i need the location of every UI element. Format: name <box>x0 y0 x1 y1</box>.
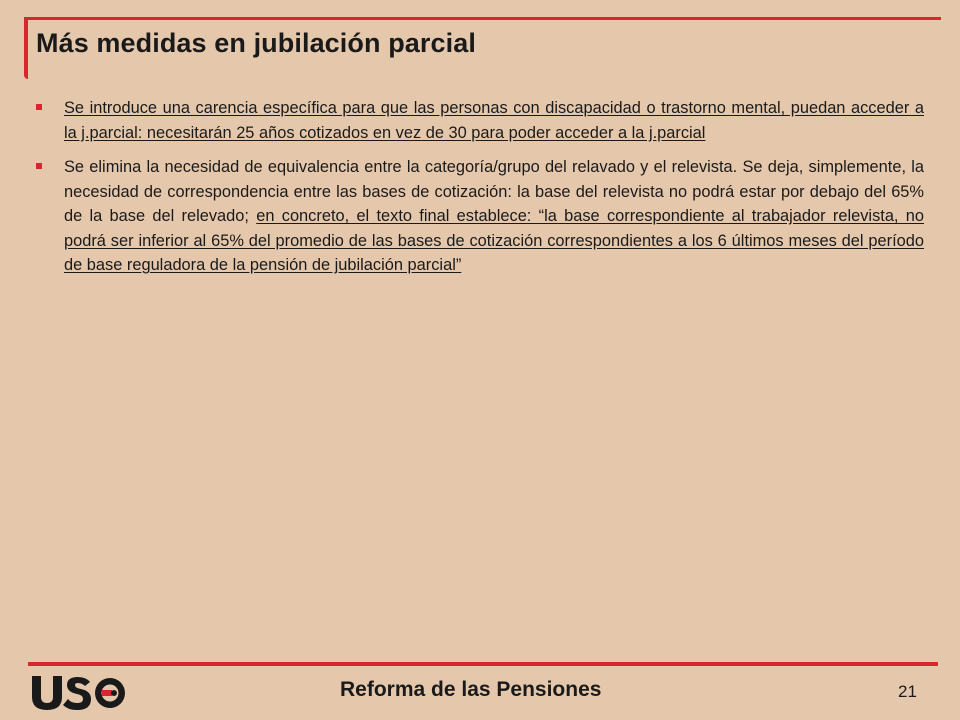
footer-accent-bar <box>28 662 938 666</box>
bullet-2-quote: en concreto, el texto final establece: “la base correspondiente al trabajador relevista, no podrá ser inferior al 65% del promedio de las bases de cotización correspondientes a los 6 últimos meses del período de base reguladora de la pensión de jubilación parcial” <box>64 207 924 274</box>
page-number: 21 <box>898 682 917 701</box>
square-bullet-icon <box>36 104 42 110</box>
uso-logo-icon <box>28 672 128 712</box>
bullet-item-2 <box>36 155 924 278</box>
footer-title: Reforma de las Pensiones <box>340 678 602 701</box>
slide-title: Más medidas en jubilación parcial <box>36 28 476 58</box>
bullet-1-text: Se introduce una carencia específica para que las personas con discapacidad o trastorno mental, puedan acceder a la j.parcial: necesitarán 25 años cotizados en vez de 30 para poder acceder a la j.parcial <box>64 99 924 142</box>
square-bullet-icon <box>36 163 42 169</box>
title-accent-bracket <box>24 17 28 79</box>
bullet-list <box>36 96 924 288</box>
bullet-2-text: Se elimina la necesidad de equivalencia entre la categoría/grupo del relavado y el relevista. Se deja, simplemente, la necesidad de correspondencia entre las bases de cotización: la base del relevista no podrá estar por debajo del 65% de la base del relevado; <box>64 158 924 225</box>
bullet-item-1 <box>36 96 924 145</box>
title-accent-bar <box>27 17 941 20</box>
